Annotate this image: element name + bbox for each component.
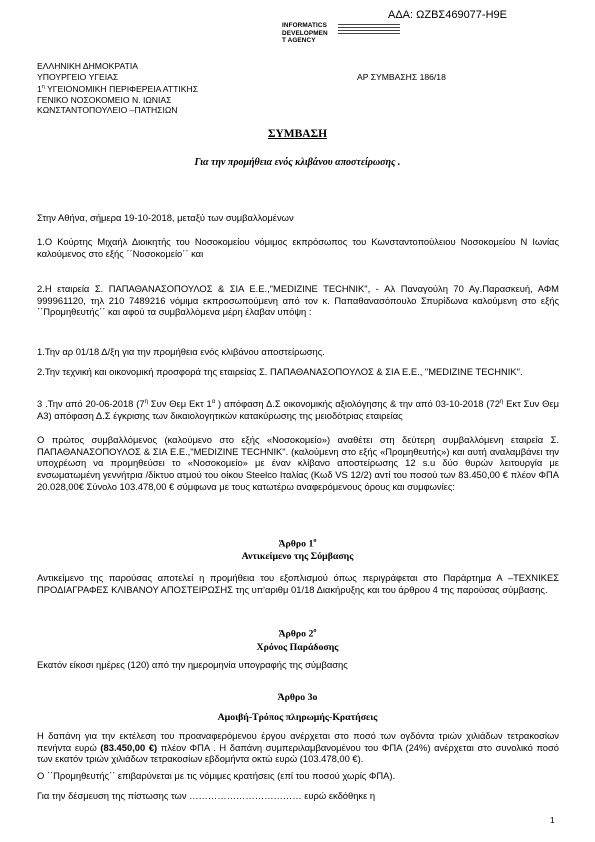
document-subtitle: Για την προμήθεια ενός κλιβάνου αποστείρωσης . (194, 157, 401, 168)
article-3-commitment: Για την δέσμευση της πίστωσης των ……………………………… ευρώ εκδόθηκε η (37, 790, 376, 801)
document-title: ΣΥΜΒΑΣΗ (267, 128, 328, 140)
recital-2: 2.Την τεχνική και οικονομική προσφορά της εταιρείας Σ. ΠΑΠΑΘΑΝΑΣΟΠΟΥΛΟΣ & ΣΙΑ Ε.Ε., "MEDIZINE TECHNIK". (37, 366, 523, 377)
issuer-header: ΕΛΛΗΝΙΚΗ ΔΗΜΟΚΡΑΤΙΑ ΥΠΟΥΡΓΕΙΟ ΥΓΕΙΑΣ $1^\eta$ ΥΓΕΙΟΝΟΜΙΚΗ ΠΕΡΙΦΕΡΕΙΑ ΑΤΤΙΚΗΣ ΓΕΝΙΚΟ ΝΟΣΟΚΟΜΕΙΟ Ν. ΙΩΝΙΑΣ ΚΩΝΣΤΑΝΤΟΠΟΥΛΕΙΟ –ΠΑΤΗΣΙΩΝ (37, 61, 199, 116)
ada-code: ΑΔΑ: ΩΖΒΣ469077-Η9Ε (388, 9, 507, 21)
article-2-heading: Άρθρο $2^o$ (278, 627, 317, 640)
party-1-paragraph: 1.Ο Κούρτης Μιχαήλ Διοικητής του Νοσοκομείου νόμιμος εκπρόσωπος του Κωνσταντοπούλειου Νοσοκομείου Ν Ιωνίας καλούμενος στο εξής ΄΄Νοσοκομείο΄΄ και (37, 236, 559, 259)
agreement-paragraph: Ο πρώτος συμβαλλόμενος (καλούμενο στο εξής «Νοσοκομείο») αναθέτει στη δεύτερη συμβαλλόμενη εταιρεία Σ. ΠΑΠΑΘΑΝΑΣΟΠΟΥΛΟΣ & ΣΙΑ Ε.Ε.,"MEDIZINE TECHNIK". (καλούμενη στο εξής «Προμηθευτής») και αυτή αναλαμβάνει την υποχρέωση να προμηθεύσει το «Νοσοκομείο» με έναν κλίβανο αποστείρωσης 12 s.u δύο θυρών λειτουργία με ενσωματωμένη γεννήτρια /δίκτυο ατμού του οίκου Steelco Ιταλίας (Κωδ VS 12/2) αντί του ποσού των 83.450,00 € πλέον ΦΠΑ 20.028,00€ Σύνολο 103.478,00 € σύμφωνα με τους κατωτέρω αναφερόμενους όρους και συμφωνίες: (37, 434, 559, 492)
article-2-body: Εκατόν είκοσι ημέρες (120) από την ημερομηνία υπογραφής της σύμβασης (37, 659, 348, 670)
page-number: 1 (550, 815, 555, 825)
logo-decoration (338, 22, 400, 36)
informatics-development-agency-logo (282, 22, 400, 56)
article-3-withholdings: Ο ΄΄Προμηθευτής΄΄ επιβαρύνεται με τις νόμιμες κρατήσεις (επί του ποσού χωρίς ΦΠΑ). (37, 770, 396, 781)
article-1-heading: Άρθρο $1^o$ (278, 537, 317, 550)
party-2-paragraph: 2.Η εταιρεία Σ. ΠΑΠΑΘΑΝΑΣΟΠΟΥΛΟΣ & ΣΙΑ Ε.Ε.,"MEDIZINE TECHNIK", - Αλ Παναγούλη 70 Αγ.Παρασκευή, ΑΦΜ 999961120, τηλ 210 7489216 νόμιμα εκπροσωπούμενη από τον κ. Παπαθανασόπουλο Σπυρίδωνα καλούμενη στο εξής ΄΄Προμηθευτής΄΄ και αφού τα συμβαλλόμενα μέρη έλαβαν υπόψη : (37, 283, 559, 318)
intro-paragraph: Στην Αθήνα, σήμερα 19-10-2018, μεταξύ των συμβαλλομένων (37, 212, 294, 223)
recital-1: 1.Την αρ 01/18 Δ/ξη για την προμήθεια ενός κλιβάνου αποστείρωσης. (37, 346, 325, 357)
logo-wordmark: INFORMATICS DEVELOPMEN T AGENCY (282, 22, 328, 45)
article-3-body: Η δαπάνη για την εκτέλεση του προαναφερόμενου έργου ανέρχεται στο ποσό των ογδόντα τριών χιλιάδων τετρακοσίων πενήντα ευρώ (83.450,00 €) πλέον ΦΠΑ . Η δαπάνη συμπεριλαμβανομένου του ΦΠΑ (24%) ανέρχεται στο συνολικό ποσό των εκατόν τριών χιλιάδων τετρακοσίων εβδομήντα οκτώ ευρώ (103.478,00 €). (37, 730, 559, 765)
article-3-title: Αμοιβή-Τρόπος πληρωμής-Κρατήσεις (217, 712, 378, 723)
recital-3: 3 .Την από 20-06-2018 ($7^\eta$ Συν Θεμ Εκτ $1^\alpha$ ) απόφαση Δ.Σ οικονομικής αξιολόγησης & την από 03-10-2018 ($72^\eta$ Εκτ Συν Θεμ Α3) απόφαση Δ.Σ έγκρισης των δικαιολογητικών κατακύρωσης της μειοδότριας εταιρείας (37, 398, 559, 421)
article-2-title: Χρόνος Παράδοσης (256, 642, 339, 653)
article-1-body: Αντικείμενο της παρούσας αποτελεί η προμήθεια του εξοπλισμού όπως περιγράφεται στο Παράρτημα Α –ΤΕΧΝΙΚΕΣ ΠΡΟΔΙΑΓΡΑΦΕΣ ΚΛΙΒΑΝΟΥ ΑΠΟΣΤΕΙΡΩΣΗΣ της υπ'αριθμ 01/18 Διακήρυξης και του άρθρου 4 της παρούσας σύμβασης. (37, 572, 559, 595)
article-3-heading: Άρθρο 3ο (277, 692, 318, 703)
article-1-title: Αντικείμενο της Σύμβασης (241, 551, 354, 562)
contract-number: ΑΡ ΣΥΜΒΑΣΗΣ 186/18 (357, 72, 446, 82)
